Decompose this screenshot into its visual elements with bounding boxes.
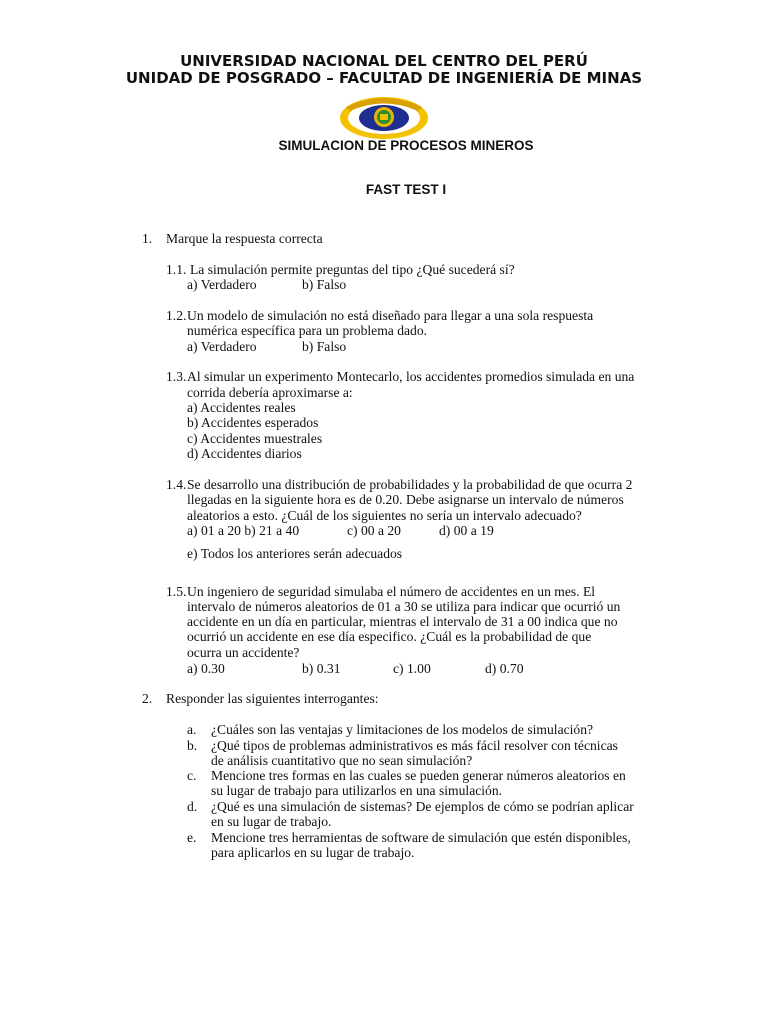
q1-1-number: 1.1. [166, 262, 187, 277]
university-logo [338, 93, 430, 141]
unit-name: UNIDAD DE POSGRADO – FACULTAD DE INGENIERÍA DE MINAS [125, 69, 643, 87]
q1-2-option-a: a) Verdadero [187, 339, 257, 354]
q1-2-option-b: b) Falso [302, 339, 347, 354]
q1-3-option-b: b) Accidentes esperados [187, 415, 319, 430]
q2-c-line1: Mencione tres formas en las cuales se pueden generar números aleatorios en [211, 768, 626, 783]
q1-2-number: 1.2. [166, 308, 187, 323]
q1-number: 1. [142, 231, 153, 246]
university-name: UNIVERSIDAD NACIONAL DEL CENTRO DEL PERÚ [180, 52, 588, 70]
q1-2-line2: numérica específica para un problema dado. [187, 323, 428, 338]
q1-1-option-a: a) Verdadero [187, 277, 257, 292]
q1-4-line3: aleatorios a esto. ¿Cuál de los siguientes no sería un intervalo adecuado? [187, 508, 582, 523]
q1-2-line1: Un modelo de simulación no está diseñado para llegar a una sola respuesta [187, 308, 594, 323]
q1-4-option-d: d) 00 a 19 [439, 523, 494, 538]
q1-5-line4: ocurrió un accidente en ese día especifico. ¿Cuál es la probabilidad de que [187, 629, 592, 644]
q2-b-line1: ¿Qué tipos de problemas administrativos es más fácil resolver con técnicas [211, 738, 618, 753]
q1-5-line2: intervalo de números aleatorios de 01 a 30 se utiliza para indicar que ocurrió un [187, 599, 621, 614]
q1-1-option-b: b) Falso [302, 277, 347, 292]
q2-number: 2. [142, 691, 153, 706]
logo-emblem-center [380, 114, 388, 120]
test-title: FAST TEST I [365, 182, 447, 197]
q2-a-letter: a. [187, 722, 197, 737]
q2-d-line1: ¿Qué es una simulación de sistemas? De ejemplos de cómo se podrían aplicar [211, 799, 634, 814]
q1-5-option-c: c) 1.00 [393, 661, 431, 676]
q1-text: Marque la respuesta correcta [166, 231, 323, 246]
q2-d-line2: en su lugar de trabajo. [211, 814, 332, 829]
q1-5-line1: Un ingeniero de seguridad simulaba el número de accidentes en un mes. El [187, 584, 596, 599]
q2-b-line2: de análisis cuantitativo que no sean simulación? [211, 753, 473, 768]
q1-4-number: 1.4. [166, 477, 187, 492]
q2-d-letter: d. [187, 799, 198, 814]
q2-c-line2: su lugar de trabajo para utilizarlos en una simulación. [211, 783, 503, 798]
q1-3-option-c: c) Accidentes muestrales [187, 431, 323, 446]
q1-4-option-e: e) Todos los anteriores serán adecuados [187, 546, 403, 561]
q1-5-option-a: a) 0.30 [187, 661, 225, 676]
q1-1-text: La simulación permite preguntas del tipo ¿Qué sucederá sí? [190, 262, 515, 277]
q2-a-line1: ¿Cuáles son las ventajas y limitaciones de los modelos de simulación? [211, 722, 594, 737]
q1-4-option-c: c) 00 a 20 [347, 523, 401, 538]
course-title: SIMULACION DE PROCESOS MINEROS [278, 138, 534, 153]
q2-e-letter: e. [187, 830, 197, 845]
q1-4-line2: llegadas en la siguiente hora es de 0.20. Debe asignarse un intervalo de números [187, 492, 624, 507]
q1-4-line1: Se desarrollo una distribución de probabilidades y la probabilidad de que ocurra 2 [187, 477, 633, 492]
q2-e-line1: Mencione tres herramientas de software de simulación que estén disponibles, [211, 830, 631, 845]
q1-3-number: 1.3. [166, 369, 187, 384]
q2-b-letter: b. [187, 738, 198, 753]
q1-5-line5: ocurra un accidente? [187, 645, 300, 660]
q1-5-line3: accidente en un día en particular, mientras el intervalo de 31 a 00 indica que no [187, 614, 618, 629]
q2-text: Responder las siguientes interrogantes: [166, 691, 379, 706]
q1-3-option-a: a) Accidentes reales [187, 400, 296, 415]
q1-5-number: 1.5. [166, 584, 187, 599]
q1-5-option-d: d) 0.70 [485, 661, 524, 676]
q2-c-letter: c. [187, 768, 197, 783]
q1-3-line2: corrida debería aproximarse a: [187, 385, 353, 400]
q2-e-line2: para aplicarlos en su lugar de trabajo. [211, 845, 415, 860]
q1-5-option-b: b) 0.31 [302, 661, 341, 676]
q1-3-line1: Al simular un experimento Montecarlo, los accidentes promedios simulada en una [187, 369, 635, 384]
q1-4-option-ab: a) 01 a 20 b) 21 a 40 [187, 523, 300, 538]
q1-3-option-d: d) Accidentes diarios [187, 446, 302, 461]
